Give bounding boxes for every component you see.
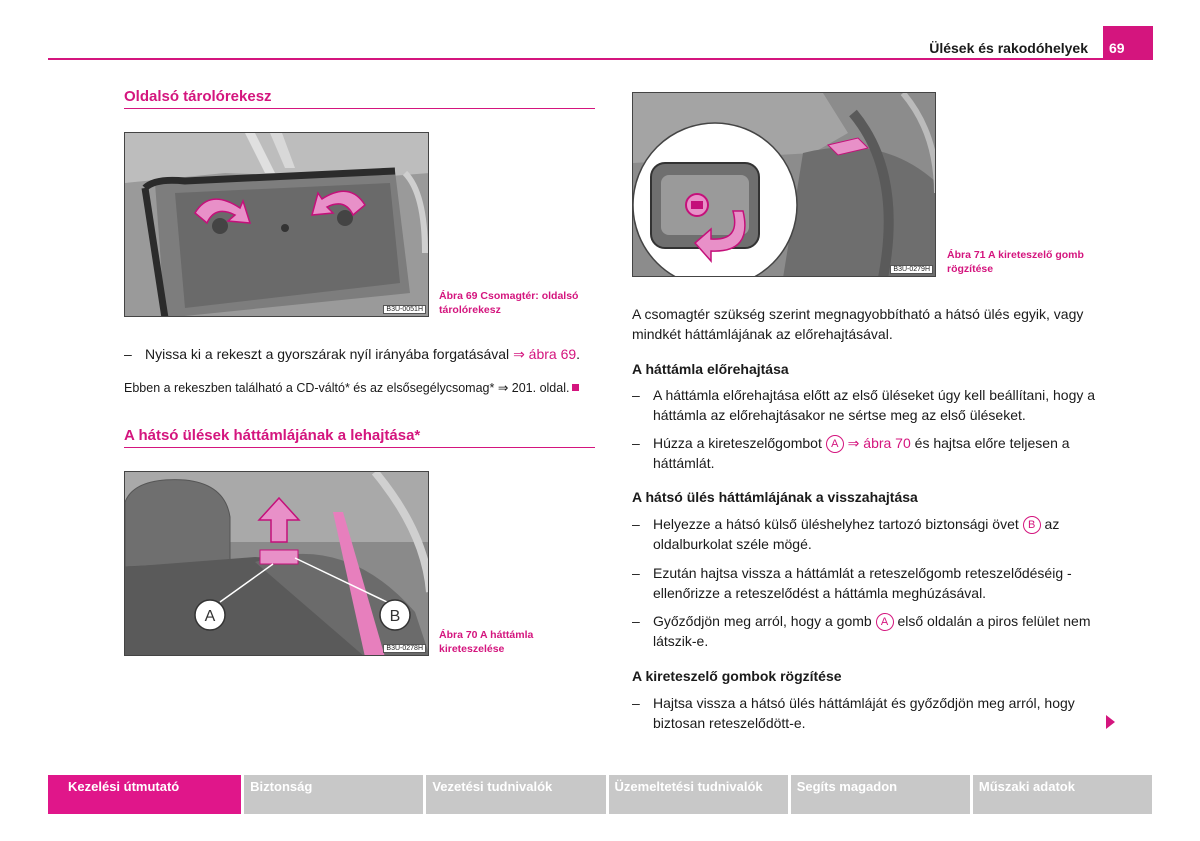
figure-71-caption: Ábra 71 A kireteszelő gomb rögzítése [947, 249, 1084, 275]
bullet-text: Győződjön meg arról, hogy a gomb [653, 613, 872, 629]
figure-70-caption: Ábra 70 A háttámla kireteszelése [439, 629, 534, 655]
next-page-arrow-icon[interactable] [1106, 715, 1115, 729]
tab-kezelesi-utmutato[interactable]: Kezelési útmutató [48, 775, 241, 814]
figure-label-b: B [389, 608, 401, 625]
label-a-badge: A [876, 613, 894, 631]
tab-vezetesi-tudnivalok[interactable]: Vezetési tudnivalók [426, 775, 605, 814]
list-item: – Húzza a kireteszelőgombot A ⇒ ábra 70 és hajtsa előre teljesen a háttámlát. [632, 435, 1070, 471]
note-text: Ebben a rekeszben található a CD-váltó* és az elsősegélycsomag* ⇒ 201. oldal. [124, 381, 570, 395]
bullet-text: A háttámla előrehajtása előtt az első üléseket úgy kell beállítani, hogy a háttámla az előrehajtásakor ne sértse meg az első üléseket. [653, 387, 1096, 423]
list-item: – Nyissa ki a rekeszt a gyorszárak nyíl irányába forgatásával ⇒ ábra 69. [124, 346, 581, 362]
header-rule [48, 58, 1152, 60]
section-title-side-compartment: Oldalsó tárolórekesz [124, 88, 272, 105]
bullet-text: Hajtsa vissza a hátsó ülés háttámláját és győződjön meg arról, hogy biztosan reteszelődött-e. [653, 695, 1075, 731]
list-item: – Győződjön meg arról, hogy a gomb A első oldalán a piros felület nem látszik-e. [632, 613, 1091, 649]
subheading-fold-forward: A háttámla előrehajtása [632, 361, 789, 377]
figure-code: B3U-0278H [383, 644, 426, 653]
figure-70-link[interactable]: ⇒ ábra 70 [847, 435, 911, 451]
tab-biztonsag[interactable]: Biztonság [244, 775, 423, 814]
label-a-badge: A [826, 435, 844, 453]
page-number: 69 [1103, 26, 1153, 60]
bullet-text: és hajtsa előre teljesen a háttámlát. [653, 435, 1070, 471]
list-item: – Hajtsa vissza a hátsó ülés háttámláját és győződjön meg arról, hogy biztosan reteszelődött-e. [632, 693, 1112, 733]
section-title-seat-folding: A hátsó ülések háttámlájának a lehajtása* [124, 427, 421, 444]
bullet-end: . [576, 346, 581, 362]
tab-segits-magadon[interactable]: Segíts magadon [791, 775, 970, 814]
footer-navigation [48, 775, 1152, 814]
section-rule [124, 108, 595, 109]
bullet-text: első oldalán a piros felület nem látszik-e. [653, 613, 1091, 649]
figure-label-a: A [204, 608, 216, 625]
bullet-text: Ezután hajtsa vissza a háttámlát a reteszelőgomb reteszelődéséig - ellenőrizze a reteszelődést a háttámla meghúzásával. [653, 565, 1072, 601]
bullet-text: Nyissa ki a rekeszt a gyorszárak nyíl irányába forgatásával [145, 346, 510, 362]
figure-70-image [124, 471, 429, 656]
subheading-fold-back: A hátsó ülés háttámlájának a visszahajtása [632, 489, 918, 505]
bullet-text: Helyezze a hátsó külső üléshelyhez tartozó biztonsági övet [653, 516, 1019, 532]
figure-code: B3U-0051H [383, 305, 426, 314]
page-header-title: Ülések és rakodóhelyek [929, 40, 1088, 56]
subheading-lock-buttons: A kireteszelő gombok rögzítése [632, 668, 842, 684]
list-item: – Helyezze a hátsó külső üléshelyhez tartozó biztonsági övet B az oldalburkolat széle mögé. [632, 516, 1060, 552]
list-item: – A háttámla előrehajtása előtt az első üléseket úgy kell beállítani, hogy a háttámla az előrehajtásakor ne sértse meg az első üléseket. [632, 385, 1112, 425]
intro-paragraph: A csomagtér szükség szerint megnagyobbítható a hátsó ülés egyik, vagy mindkét háttámlájának az előrehajtásával. [632, 306, 1084, 342]
section-rule [124, 447, 595, 448]
label-b-badge: B [1023, 516, 1041, 534]
figure-69-caption: Ábra 69 Csomagtér: oldalsó tárolórekesz [439, 290, 579, 316]
tab-uzemeltetesi-tudnivalok[interactable]: Üzemeltetési tudnivalók [609, 775, 788, 814]
figure-code: B3U-0279H [890, 265, 933, 274]
list-item: – Ezután hajtsa vissza a háttámlát a reteszelőgomb reteszelődéséig - ellenőrizze a reteszelődést a háttámla meghúzásával. [632, 563, 1112, 603]
end-marker-icon [572, 384, 579, 391]
note-paragraph [124, 378, 604, 398]
tab-muszaki-adatok[interactable]: Műszaki adatok [973, 775, 1152, 814]
figure-69-image [124, 132, 429, 317]
bullet-text: Húzza a kireteszelőgombot [653, 435, 822, 451]
figure-71-image [632, 92, 936, 277]
figure-69-link[interactable]: ⇒ ábra 69 [513, 346, 577, 362]
bullet-text: az oldalburkolat széle mögé. [653, 516, 1060, 552]
